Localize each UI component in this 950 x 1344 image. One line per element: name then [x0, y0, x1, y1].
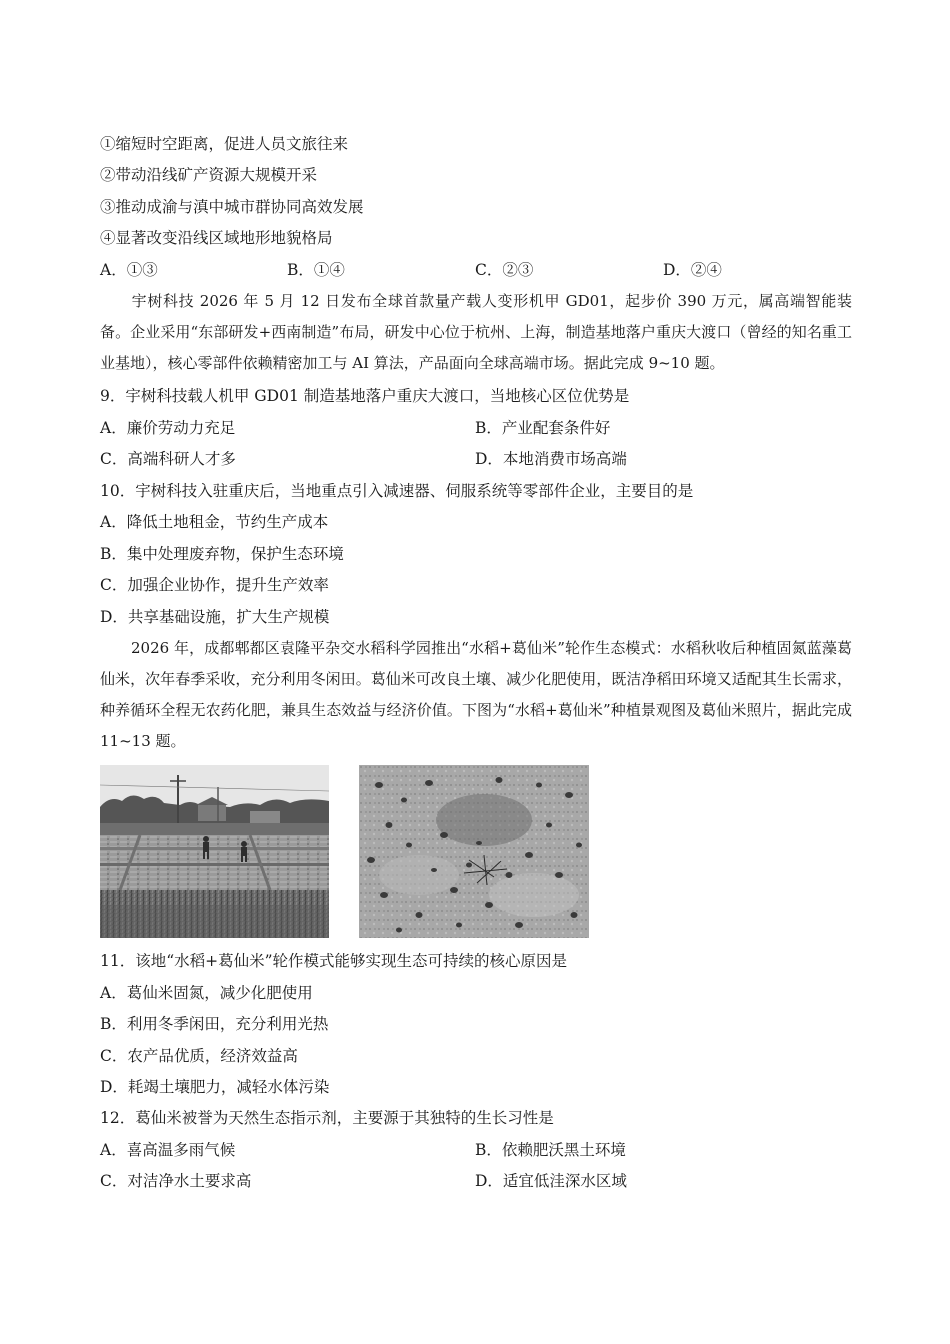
q9-option-d: D．本地消费市场高端 [475, 450, 627, 468]
q8-item-1: ①缩短时空距离，促进人员文旅往来 [100, 135, 349, 153]
passage-rice-nostoc [100, 633, 852, 757]
q12-option-a: A．喜高温多雨气候 [100, 1141, 236, 1159]
q12-stem: 12．葛仙米被誉为天然生态指示剂，主要源于其独特的生长习性是 [100, 1109, 554, 1127]
q11-option-a: A．葛仙米固氮，减少化肥使用 [100, 984, 313, 1002]
rice-field-landscape-photo [100, 765, 329, 938]
q11-option-d: D．耗竭土壤肥力，减轻水体污染 [100, 1078, 330, 1096]
q11-stem: 11．该地“水稻+葛仙米”轮作模式能够实现生态可持续的核心原因是 [100, 952, 568, 970]
passage-robot-mech-text: 宇树科技 2026 年 5 月 12 日发布全球首款量产载人变形机甲 GD01，起步价 390 万元，属高端智能装备。企业采用“东部研发+西南制造”布局，研发中心位于杭州、上海，制造基地落户重庆大渡口（曾经的知名重工业基地），核心零部件依赖精密加工与 AI 算法，产品面向全球高端市场。据此完成 9~10 题。 [100, 292, 852, 372]
q8-item-2: ②带动沿线矿产资源大规模开采 [100, 166, 318, 184]
q9-option-c: C．高端科研人才多 [100, 450, 236, 468]
q8-option-a: A．①③ [100, 261, 158, 279]
q9-option-a: A．廉价劳动力充足 [100, 419, 236, 437]
q8-item-3: ③推动成渝与滇中城市群协同高效发展 [100, 198, 364, 216]
q12-option-b: B．依赖肥沃黑土环境 [475, 1141, 626, 1159]
q12-option-d: D．适宜低洼深水区域 [475, 1172, 627, 1190]
q9-option-b: B．产业配套条件好 [475, 419, 611, 437]
nostoc-closeup-photo [359, 765, 589, 938]
q12-option-c: C．对洁净水土要求高 [100, 1172, 252, 1190]
q10-option-a: A．降低土地租金，节约生产成本 [100, 513, 329, 531]
q8-option-d: D．②④ [663, 261, 722, 279]
q10-stem: 10．宇树科技入驻重庆后，当地重点引入减速器、伺服系统等零部件企业，主要目的是 [100, 482, 694, 500]
passage-robot-mech [100, 286, 852, 379]
q11-option-b: B．利用冬季闲田，充分利用光热 [100, 1015, 329, 1033]
q9-stem: 9．宇树科技载人机甲 GD01 制造基地落户重庆大渡口，当地核心区位优势是 [100, 387, 630, 405]
passage-rice-nostoc-text: 2026 年，成都郫都区袁隆平杂交水稻科学园推出“水稻+葛仙米”轮作生态模式：水稻秋收后种植固氮蓝藻葛仙米，次年春季采收，充分利用冬闲田。葛仙米可改良土壤、减少化肥使用，既洁净稻田环境又适配其生长需求，种养循环全程无农药化肥，兼具生态效益与经济价值。下图为“水稻+葛仙米”种植景观图及葛仙米照片，据此完成 11~13 题。 [100, 639, 852, 750]
q8-item-4: ④显著改变沿线区域地形地貌格局 [100, 229, 333, 247]
q11-option-c: C．农产品优质，经济效益高 [100, 1047, 298, 1065]
q10-option-d: D．共享基础设施，扩大生产规模 [100, 608, 330, 626]
q8-option-c: C．②③ [475, 261, 534, 279]
q10-option-c: C．加强企业协作，提升生产效率 [100, 576, 329, 594]
q10-option-b: B．集中处理废弃物，保护生态环境 [100, 545, 344, 563]
q8-option-b: B．①④ [287, 261, 345, 279]
